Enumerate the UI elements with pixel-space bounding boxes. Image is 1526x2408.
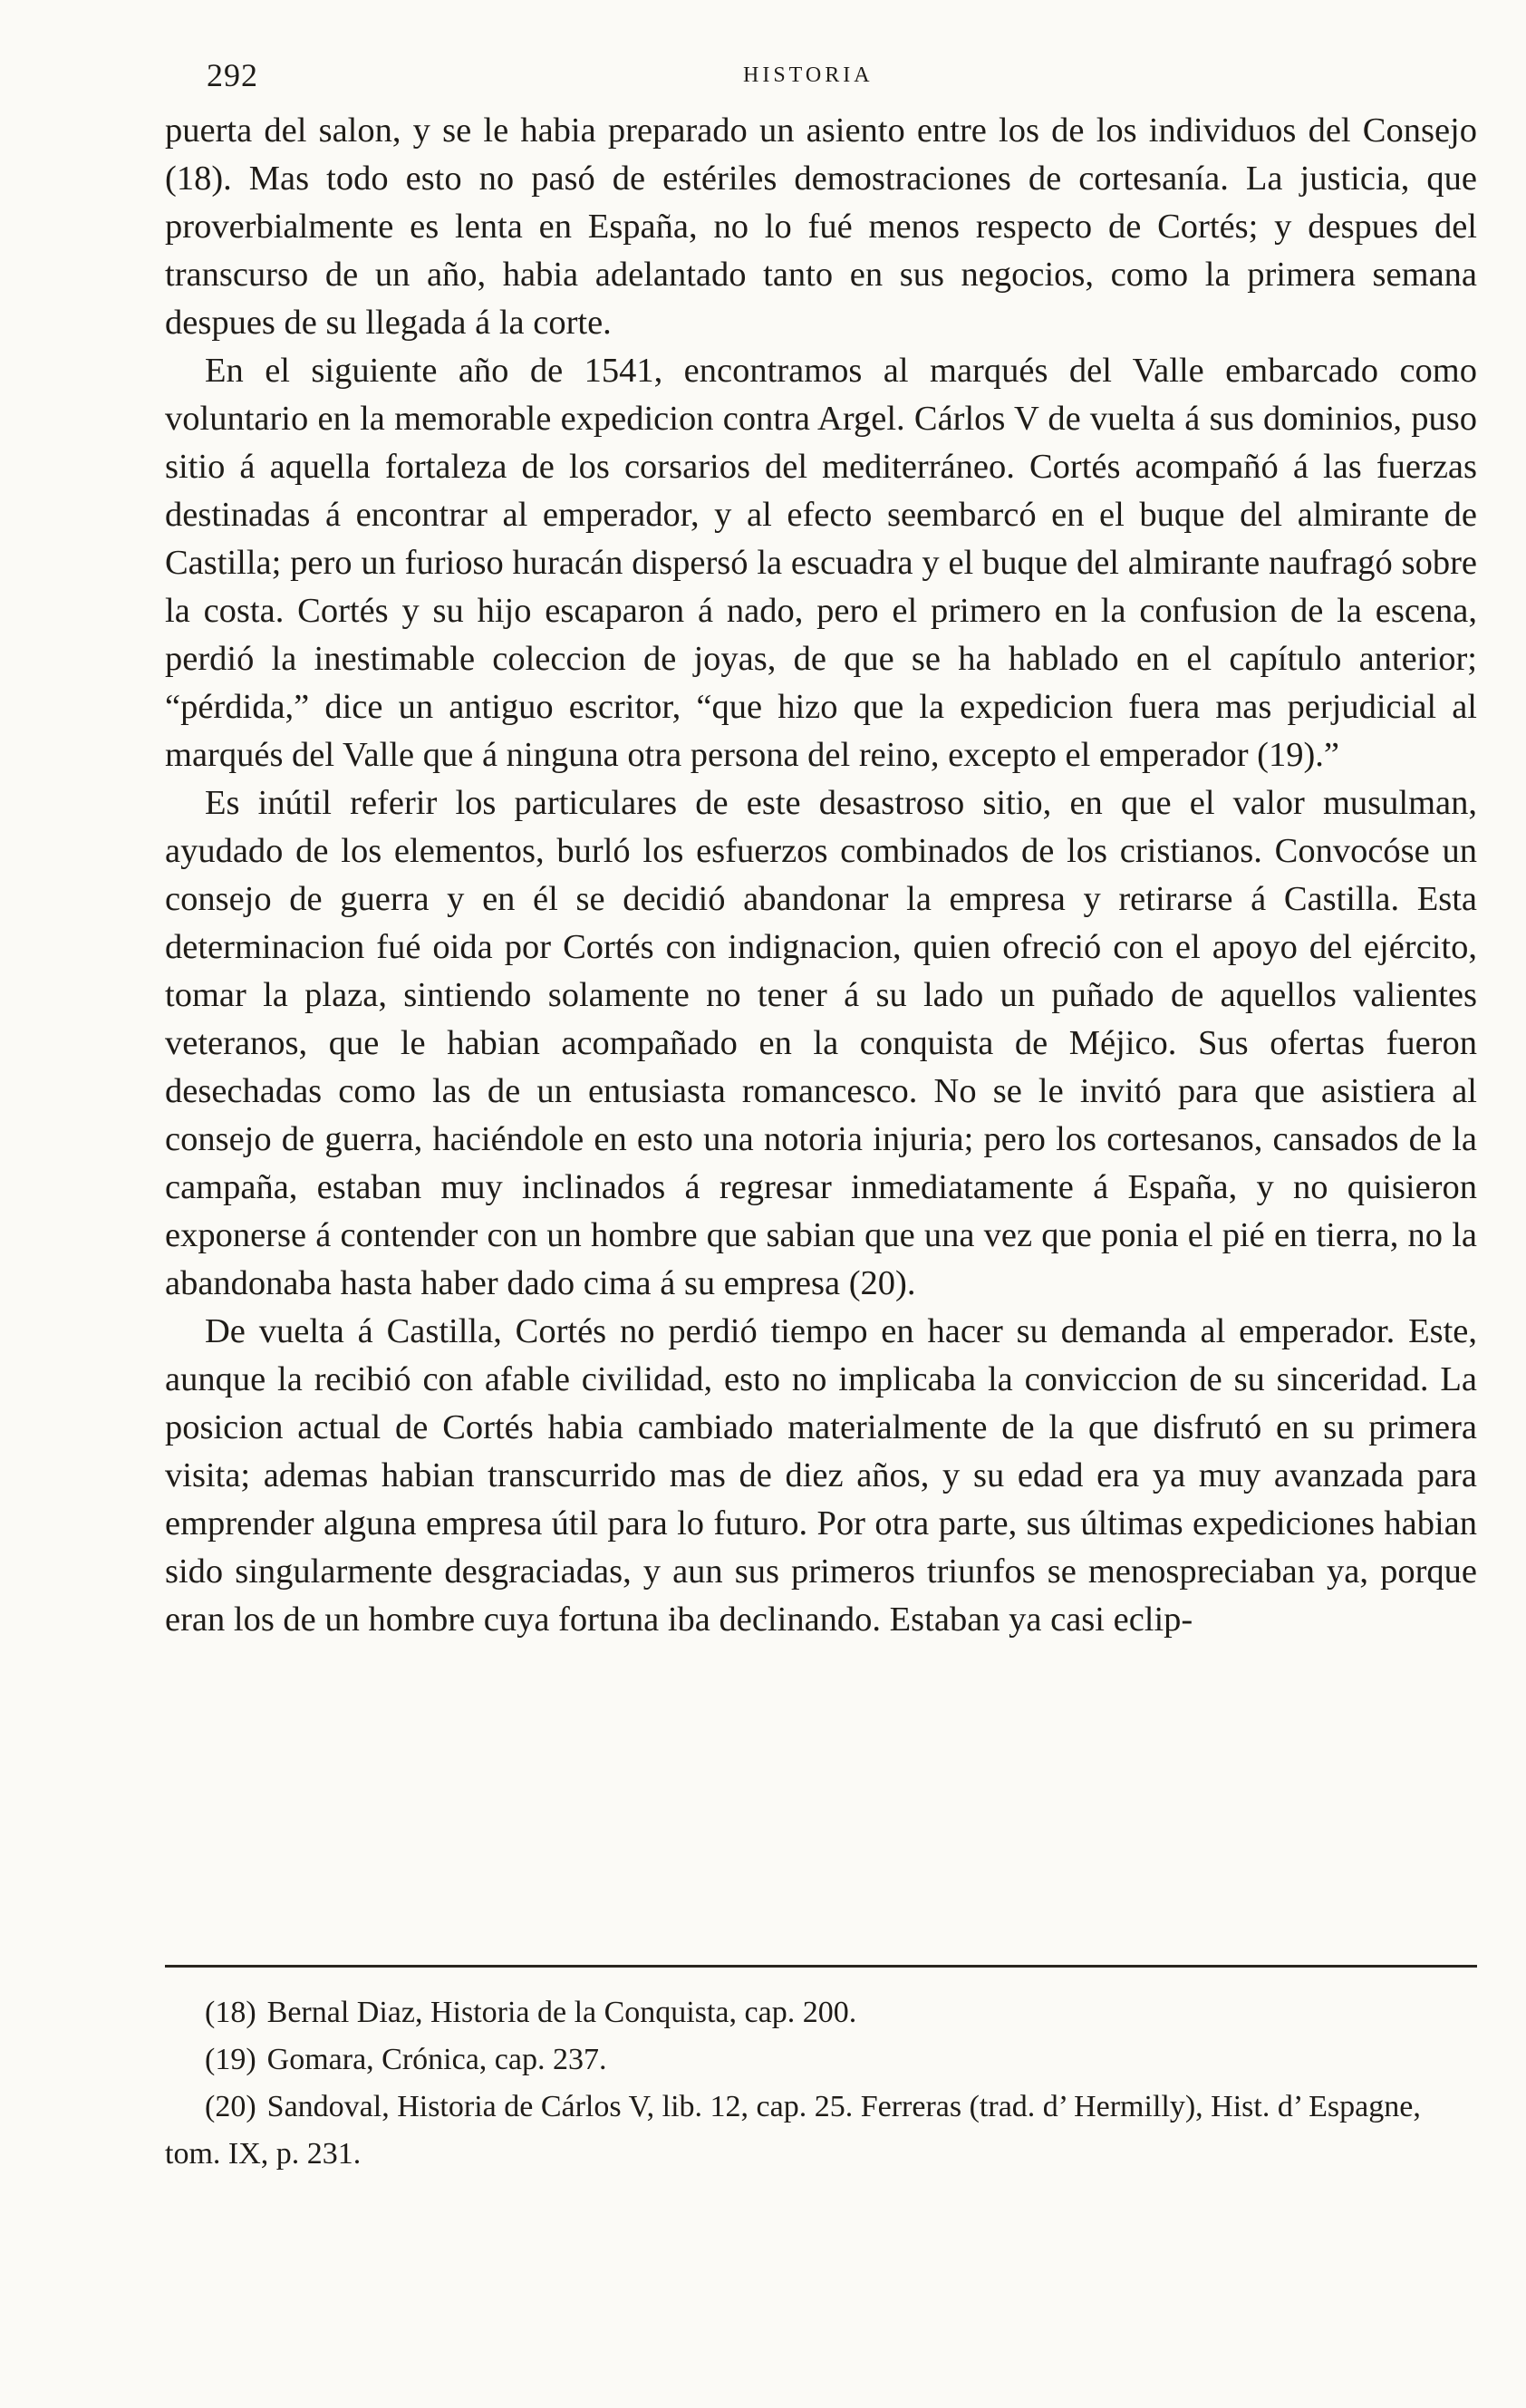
footnote <box>165 2084 1477 2178</box>
footnote-mark: (18) <box>205 1996 256 2029</box>
footnote-divider <box>165 1965 1477 1968</box>
footnote <box>165 1989 1477 2036</box>
footnote-text: Sandoval, Historia de Cárlos V, lib. 12, cap. 25. Ferreras (trad. d’ Hermilly), Hist. d’ Espagne, tom. IX, p. 231. <box>165 2090 1421 2171</box>
paragraph: En el siguiente año de 1541, encontramos al marqués del Valle embarcado como voluntario en la memorable expedicion contra Argel. Cárlos V de vuelta á sus dominios, puso sitio á aquella fortaleza de los corsarios del mediterráneo. Cortés acompañó á las fuerzas destinadas á encontrar al emperador, y al efecto seembarcó en el buque del almirante de Castilla; pero un furioso huracán dispersó la escuadra y el buque del almirante naufragó sobre la costa. Cortés y su hijo escaparon á nado, pero el primero en la confusion de la escena, perdió la inestimable coleccion de joyas, de que se ha hablado en el capítulo anterior; “pérdida,” dice un antiguo escritor, “que hizo que la expedicion fuera mas perjudicial al marqués del Valle que á ninguna otra persona del reino, excepto el emperador (19).” <box>165 352 1477 774</box>
footnote-text: Gomara, Crónica, cap. 237. <box>266 2043 607 2076</box>
body-text <box>165 107 1477 1644</box>
footnote-mark: (19) <box>205 2043 256 2076</box>
paragraph: De vuelta á Castilla, Cortés no perdió tiempo en hacer su demanda al emperador. Este, aunque la recibió con afable civilidad, esto no implicaba la conviccion de su sinceridad. La posicion actual de Cortés habia cambiado materialmente de la que disfrutó en su primera visita; ademas habian transcurrido mas de diez años, y su edad era ya muy avanzada para emprender alguna empresa útil para lo futuro. Por otra parte, sus últimas expediciones habian sido singularmente desgraciadas, y aun sus primeros triunfos se menospreciaban ya, porque eran los de un hombre cuya fortuna iba declinando. Estaban ya casi eclip- <box>165 1312 1477 1639</box>
footnote-text: Bernal Diaz, Historia de la Conquista, cap. 200. <box>266 1996 857 2029</box>
footnotes <box>165 1989 1477 2178</box>
page-number: 292 <box>207 57 258 93</box>
paragraph: puerta del salon, y se le habia preparado un asiento entre los de los individuos del Consejo (18). Mas todo esto no pasó de estériles demostraciones de cortesanía. La justicia, que proverbialmente es lenta en España, no lo fué menos respecto de Cortés; y despues del transcurso de un año, habia adelantado tanto en sus negocios, como la primera semana despues de su llegada á la corte. <box>165 111 1477 342</box>
paragraph: Es inútil referir los particulares de este desastroso sitio, en que el valor musulman, ayudado de los elementos, burló los esfuerzos combinados de los cristianos. Convocóse un consejo de guerra y en él se decidió abandonar la empresa y retirarse á Castilla. Esta determinacion fué oida por Cortés con indignacion, quien ofreció con el apoyo del ejército, tomar la plaza, sintiendo solamente no tener á su lado un puñado de aquellos valientes veteranos, que le habian acompañado en la conquista de Méjico. Sus ofertas fueron desechadas como las de un entusiasta romancesco. No se le invitó para que asistiera al consejo de guerra, haciéndole en esto una notoria injuria; pero los cortesanos, cansados de la campaña, estaban muy inclinados á regresar inmediatamente á España, y no quisieron exponerse á contender con un hombre que sabian que una vez que ponia el pié en tierra, no la abandonaba hasta haber dado cima á su empresa (20). <box>165 784 1477 1302</box>
footnote <box>165 2036 1477 2084</box>
footnote-mark: (20) <box>205 2090 256 2123</box>
running-head: HISTORIA <box>743 63 874 87</box>
page-header <box>207 56 1475 102</box>
